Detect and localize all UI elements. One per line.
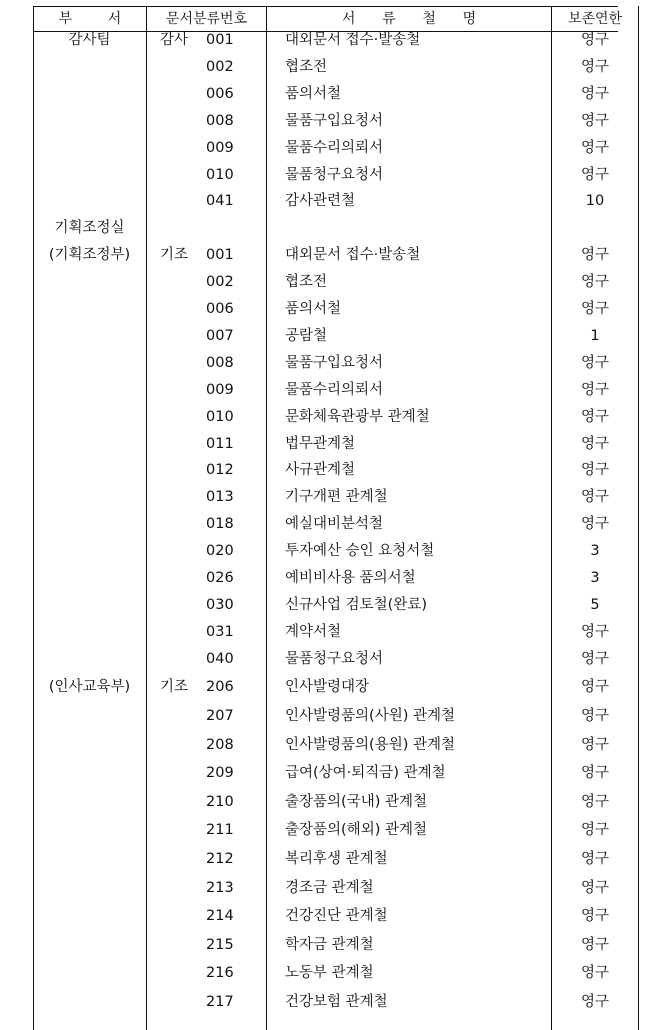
retention-cell: 영구 <box>580 247 609 263</box>
file-title-cell: 학자금 관계철 <box>285 937 374 953</box>
table-row <box>0 136 651 160</box>
code-number-cell: 216 <box>206 965 234 981</box>
code-number-cell: 013 <box>206 489 234 505</box>
retention-cell: 영구 <box>580 167 609 183</box>
code-number-cell: 006 <box>206 86 234 102</box>
table-row <box>0 378 651 402</box>
code-number-cell: 026 <box>206 570 234 586</box>
retention-cell: 영구 <box>580 140 609 156</box>
file-title-cell: 예비비사용 품의서철 <box>285 570 416 586</box>
file-title-cell: 물품수리의뢰서 <box>285 140 384 156</box>
file-title-cell: 대외문서 접수·발송철 <box>285 32 421 48</box>
code-number-cell: 212 <box>206 851 234 867</box>
table-row <box>0 324 651 348</box>
retention-cell: 영구 <box>580 86 609 102</box>
retention-cell: 영구 <box>580 794 609 810</box>
code-number-cell: 009 <box>206 140 234 156</box>
file-title-cell: 출장품의(해외) 관계철 <box>285 822 427 838</box>
table-row <box>0 904 651 928</box>
file-title-cell: 신규사업 검토철(완료) <box>285 597 427 613</box>
code-number-cell: 018 <box>206 516 234 532</box>
code-number-cell: 008 <box>206 113 234 129</box>
retention-cell: 영구 <box>580 382 609 398</box>
table-row <box>0 539 651 563</box>
code-number-cell: 001 <box>206 247 234 263</box>
retention-cell: 영구 <box>580 908 609 924</box>
file-title-cell: 건강보험 관계철 <box>285 994 388 1010</box>
file-title-cell: 대외문서 접수·발송철 <box>285 247 421 263</box>
file-title-cell: 복리후생 관계철 <box>285 851 388 867</box>
file-title-cell: 품의서철 <box>285 86 342 102</box>
code-number-cell: 211 <box>206 822 234 838</box>
code-prefix-cell: 기조 <box>160 679 189 695</box>
table-row <box>0 704 651 728</box>
table-row <box>0 216 651 240</box>
table-row <box>0 55 651 79</box>
retention-cell: 3 <box>590 570 600 586</box>
table-row <box>0 876 651 900</box>
retention-cell: 1 <box>590 328 600 344</box>
file-title-cell: 물품구입요청서 <box>285 113 384 129</box>
code-number-cell: 214 <box>206 908 234 924</box>
table-row <box>0 485 651 509</box>
code-number-cell: 040 <box>206 651 234 667</box>
retention-cell: 영구 <box>580 965 609 981</box>
table-row <box>0 109 651 133</box>
table-row <box>0 82 651 106</box>
code-number-cell: 020 <box>206 543 234 559</box>
code-number-cell: 031 <box>206 624 234 640</box>
retention-cell: 영구 <box>580 516 609 532</box>
code-number-cell: 007 <box>206 328 234 344</box>
retention-cell: 영구 <box>580 624 609 640</box>
file-title-cell: 출장품의(국내) 관계철 <box>285 794 427 810</box>
file-title-cell: 품의서철 <box>285 301 342 317</box>
retention-cell: 영구 <box>580 651 609 667</box>
table-row <box>0 458 651 482</box>
file-title-cell: 문화체육관광부 관계철 <box>285 409 430 425</box>
code-number-cell: 206 <box>206 679 234 695</box>
file-title-cell: 인사발령품의(사원) 관계철 <box>285 708 455 724</box>
code-number-cell: 041 <box>206 193 234 209</box>
code-number-cell: 208 <box>206 737 234 753</box>
code-number-cell: 001 <box>206 32 234 48</box>
table-row <box>0 593 651 617</box>
code-number-cell: 010 <box>206 167 234 183</box>
retention-cell: 10 <box>585 193 605 209</box>
file-title-cell: 물품구입요청서 <box>285 355 384 371</box>
table-row <box>0 28 651 52</box>
retention-cell: 영구 <box>580 679 609 695</box>
header-document-code: 문서분류번호 <box>165 11 248 27</box>
table-row <box>0 270 651 294</box>
department-cell: (인사교육부) <box>48 679 131 695</box>
department-cell: 기획조정실 <box>54 220 125 236</box>
code-number-cell: 011 <box>206 436 234 452</box>
file-title-cell: 물품수리의뢰서 <box>285 382 384 398</box>
code-number-cell: 002 <box>206 59 234 75</box>
table-row <box>0 818 651 842</box>
header-department: 부 서 <box>58 11 122 27</box>
table-row <box>0 432 651 456</box>
table-row <box>0 512 651 536</box>
retention-cell: 5 <box>590 597 600 613</box>
retention-cell: 영구 <box>580 765 609 781</box>
department-cell: (기획조정부) <box>48 247 131 263</box>
code-number-cell: 009 <box>206 382 234 398</box>
file-title-cell: 경조금 관계철 <box>285 880 374 896</box>
retention-cell: 영구 <box>580 59 609 75</box>
file-title-cell: 계약서철 <box>285 624 342 640</box>
retention-cell: 영구 <box>580 436 609 452</box>
table-row <box>0 297 651 321</box>
table-row <box>0 733 651 757</box>
retention-cell: 영구 <box>580 994 609 1010</box>
file-title-cell: 법무관계철 <box>285 436 356 452</box>
code-prefix-cell: 감사 <box>160 32 189 48</box>
code-number-cell: 030 <box>206 597 234 613</box>
file-title-cell: 기구개편 관계철 <box>285 489 388 505</box>
code-prefix-cell: 기조 <box>160 247 189 263</box>
retention-cell: 영구 <box>580 737 609 753</box>
code-number-cell: 008 <box>206 355 234 371</box>
table-row <box>0 647 651 671</box>
retention-cell: 영구 <box>580 822 609 838</box>
retention-cell: 영구 <box>580 32 609 48</box>
table-row <box>0 847 651 871</box>
file-title-cell: 인사발령대장 <box>285 679 370 695</box>
code-number-cell: 213 <box>206 880 234 896</box>
table-row <box>0 761 651 785</box>
retention-cell: 영구 <box>580 937 609 953</box>
code-number-cell: 217 <box>206 994 234 1010</box>
table-row <box>0 351 651 375</box>
department-cell: 감사팀 <box>68 32 111 48</box>
file-title-cell: 감사관련철 <box>285 193 356 209</box>
table-row <box>0 620 651 644</box>
retention-cell: 영구 <box>580 489 609 505</box>
code-number-cell: 012 <box>206 462 234 478</box>
retention-cell: 영구 <box>580 301 609 317</box>
code-number-cell: 006 <box>206 301 234 317</box>
file-title-cell: 급여(상여·퇴직금) 관계철 <box>285 765 446 781</box>
code-number-cell: 010 <box>206 409 234 425</box>
file-title-cell: 물품청구요청서 <box>285 167 384 183</box>
table-row <box>0 990 651 1014</box>
table-row <box>0 675 651 699</box>
file-title-cell: 협조전 <box>285 274 328 290</box>
table-row <box>0 790 651 814</box>
file-title-cell: 사규관계철 <box>285 462 356 478</box>
table-row <box>0 189 651 213</box>
file-title-cell: 예실대비분석철 <box>285 516 384 532</box>
file-title-cell: 노동부 관계철 <box>285 965 374 981</box>
retention-cell: 영구 <box>580 409 609 425</box>
retention-cell: 영구 <box>580 355 609 371</box>
file-title-cell: 투자예산 승인 요청서철 <box>285 543 435 559</box>
table-row <box>0 961 651 985</box>
code-number-cell: 209 <box>206 765 234 781</box>
table-row <box>0 405 651 429</box>
header-file-title: 서 류 철 명 <box>341 11 477 27</box>
file-title-cell: 인사발령품의(용원) 관계철 <box>285 737 455 753</box>
table-row <box>0 163 651 187</box>
table-top-rule <box>33 6 618 7</box>
code-number-cell: 002 <box>206 274 234 290</box>
code-number-cell: 207 <box>206 708 234 724</box>
retention-cell: 영구 <box>580 274 609 290</box>
retention-cell: 영구 <box>580 851 609 867</box>
header-retention-period: 보존연한 <box>567 11 623 27</box>
file-title-cell: 건강진단 관계철 <box>285 908 388 924</box>
retention-cell: 3 <box>590 543 600 559</box>
code-number-cell: 215 <box>206 937 234 953</box>
file-title-cell: 협조전 <box>285 59 328 75</box>
file-title-cell: 물품청구요청서 <box>285 651 384 667</box>
table-row <box>0 566 651 590</box>
table-row <box>0 933 651 957</box>
file-title-cell: 공람철 <box>285 328 328 344</box>
code-number-cell: 210 <box>206 794 234 810</box>
retention-cell: 영구 <box>580 462 609 478</box>
retention-cell: 영구 <box>580 708 609 724</box>
retention-cell: 영구 <box>580 113 609 129</box>
table-row <box>0 243 651 267</box>
retention-cell: 영구 <box>580 880 609 896</box>
